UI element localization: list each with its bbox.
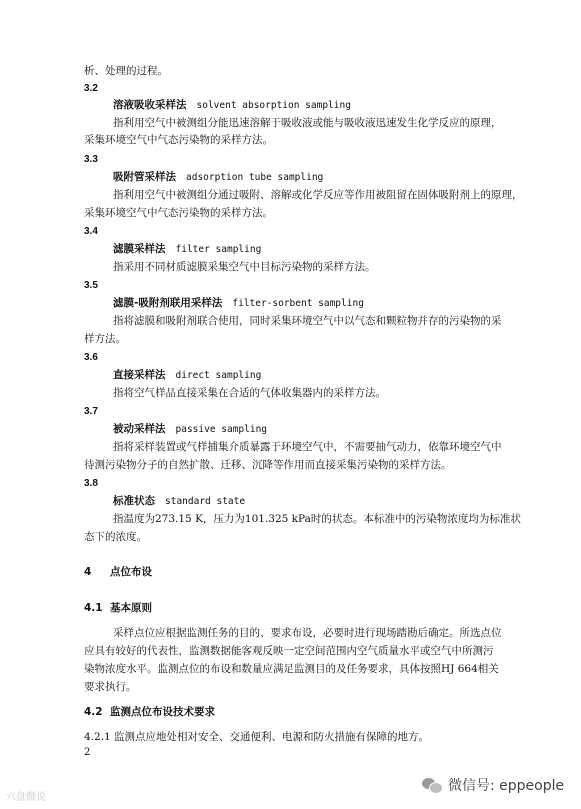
paragraph-line: 采样点位应根据监测任务的目的、要求布设，必要时进行现场踏勘后确定。所选点位 bbox=[113, 627, 502, 639]
term-zh: 标准状态 bbox=[113, 495, 155, 507]
term-3-7 bbox=[113, 422, 267, 437]
term-zh: 溶液吸收采样法 bbox=[113, 99, 187, 111]
term-3-5 bbox=[113, 296, 364, 311]
term-zh: 滤膜采样法 bbox=[113, 243, 166, 255]
clause-number: 3.8 bbox=[84, 478, 98, 489]
section-heading-4-2 bbox=[84, 705, 215, 719]
watermark-left: 六盘微说 bbox=[6, 792, 46, 803]
term-en: filter-sorbent sampling bbox=[232, 298, 364, 309]
definition-line: 指温度为273.15 K，压力为101.325 kPa时的状态。本标准中的污染物浓度均为标准状 bbox=[113, 513, 521, 525]
paragraph-line: 4.2.1 监测点应地处相对安全、交通便利、电源和防火措施有保障的地方。 bbox=[84, 731, 430, 743]
term-3-8 bbox=[113, 494, 245, 509]
clause-number: 3.5 bbox=[84, 280, 98, 291]
definition-line: 指将采样装置或气样捕集介质暴露于环境空气中，不需要抽气动力，依靠环境空气中 bbox=[113, 441, 502, 453]
term-3-2 bbox=[113, 98, 351, 113]
definition-line: 态下的浓度。 bbox=[84, 531, 147, 543]
clause-number: 3.6 bbox=[84, 352, 98, 363]
section-title: 监测点位布设技术要求 bbox=[110, 706, 215, 718]
definition-line: 样方法。 bbox=[84, 333, 126, 345]
definition-line: 采集环境空气中气态污染物的采样方法。 bbox=[84, 207, 273, 219]
definition-line: 待测污染物分子的自然扩散、迁移、沉降等作用而直接采集污染物的采样方法。 bbox=[84, 459, 452, 471]
section-number: 4 bbox=[84, 566, 92, 578]
term-en: passive sampling bbox=[175, 424, 268, 435]
section-heading-4 bbox=[84, 565, 152, 579]
wechat-id-text: 微信号: eppeople bbox=[448, 778, 565, 794]
term-zh: 滤膜-吸附剂联用采样法 bbox=[113, 297, 223, 309]
clause-number: 3.2 bbox=[84, 83, 98, 94]
definition-line: 指利用空气中被测组分通过吸附、溶解或化学反应等作用被阻留在固体吸附剂上的原理， bbox=[113, 189, 523, 201]
clause-number: 3.7 bbox=[84, 406, 98, 417]
term-en: direct sampling bbox=[175, 370, 262, 381]
paragraph-line: 析、处理的过程。 bbox=[84, 65, 168, 77]
wechat-icon bbox=[422, 777, 442, 793]
definition-line: 采集环境空气中气态污染物的采样方法。 bbox=[84, 134, 273, 146]
paragraph-line: 应具有较好的代表性，监测数据能客观反映一定空间范围内空气质量水平或空气中所测污 bbox=[84, 645, 494, 657]
term-3-4 bbox=[113, 242, 261, 257]
section-title: 基本原则 bbox=[110, 602, 152, 614]
term-en: solvent absorption sampling bbox=[196, 100, 351, 111]
term-en: standard state bbox=[165, 496, 246, 507]
term-en: adsorption tube sampling bbox=[186, 172, 324, 183]
definition-line: 指采用不同材质滤膜采集空气中目标污染物的采样方法。 bbox=[113, 261, 376, 273]
term-zh: 吸附管采样法 bbox=[113, 171, 176, 183]
page-number: 2 bbox=[84, 747, 91, 758]
section-number: 4.2 bbox=[84, 706, 103, 718]
clause-number: 3.4 bbox=[84, 226, 98, 237]
section-number: 4.1 bbox=[84, 602, 103, 614]
term-3-3 bbox=[113, 170, 323, 185]
wechat-watermark bbox=[422, 775, 564, 795]
paragraph-line: 染物浓度水平。监测点位的布设和数量应满足监测目的及任务要求，具体按照HJ 664相关 bbox=[84, 663, 499, 675]
section-heading-4-1 bbox=[84, 601, 152, 615]
term-zh: 被动采样法 bbox=[113, 423, 166, 435]
term-3-6 bbox=[113, 368, 261, 383]
definition-line: 指将空气样品直接采集在合适的气体收集器内的采样方法。 bbox=[113, 387, 386, 399]
paragraph-line: 要求执行。 bbox=[84, 681, 137, 693]
clause-number: 3.3 bbox=[84, 154, 98, 165]
term-zh: 直接采样法 bbox=[113, 369, 166, 381]
definition-line: 指利用空气中被测组分能迅速溶解于吸收液或能与吸收液迅速发生化学反应的原理， bbox=[113, 117, 502, 129]
definition-line: 指将滤膜和吸附剂联合使用，同时采集环境空气中以气态和颗粒物并存的污染物的采 bbox=[113, 315, 502, 327]
section-title: 点位布设 bbox=[110, 566, 152, 578]
term-en: filter sampling bbox=[175, 244, 262, 255]
